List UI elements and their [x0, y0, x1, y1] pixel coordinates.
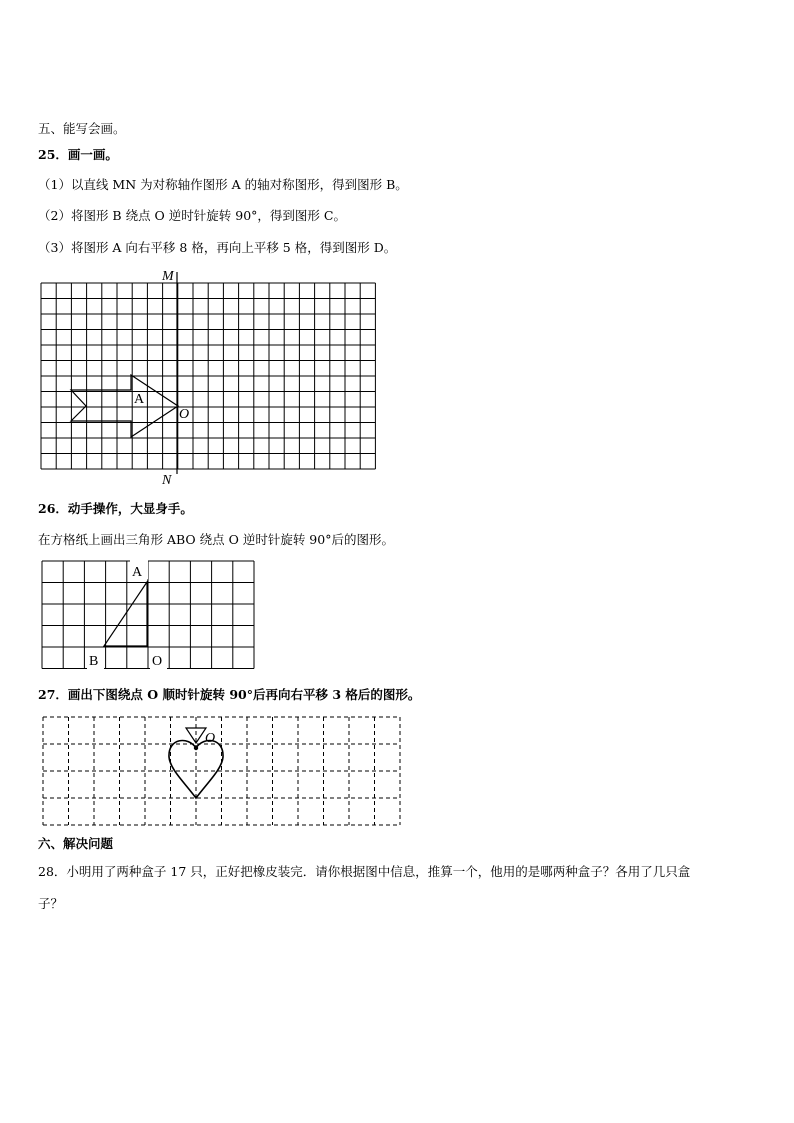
- label-b: B: [89, 654, 99, 669]
- question-26-text: 在方格纸上画出三角形 ABO 绕点 O 逆时针旋转 90°后的图形。: [38, 532, 394, 547]
- question-27-grid-figure: [40, 714, 410, 829]
- label-o: O: [179, 407, 190, 422]
- q25-grid-lines: [41, 283, 375, 469]
- label-n: N: [162, 473, 172, 488]
- q27-dashed-grid: [43, 717, 400, 825]
- label-o: O: [205, 731, 216, 746]
- label-m: M: [162, 269, 174, 284]
- question-25-item-3: （3）将图形 A 向右平移 8 格，再向上平移 5 格，得到图形 D。: [38, 240, 397, 255]
- point-o: [194, 746, 198, 750]
- question-28-line-1: 28．小明用了两种盒子 17 只，正好把橡皮装完．请你根据图中信息，推算一个，他用的是哪两种盒子？各用了几只盒: [38, 864, 691, 879]
- question-26-grid-figure: [40, 560, 260, 672]
- triangle-abo: [104, 582, 147, 646]
- label-a: A: [132, 565, 143, 580]
- section-five-heading: 五、能写会画。: [38, 121, 126, 136]
- question-25-grid-figure: [38, 266, 378, 488]
- question-25-item-1: （1）以直线 MN 为对称轴作图形 A 的轴对称图形，得到图形 B。: [38, 177, 408, 192]
- question-25-title: 25．画一画。: [38, 147, 118, 162]
- label-o: O: [152, 654, 163, 669]
- section-six-heading: 六、解决问题: [38, 836, 114, 851]
- question-28-line-2: 子？: [38, 896, 64, 911]
- label-a: A: [134, 392, 145, 407]
- question-25-item-2: （2）将图形 B 绕点 O 逆时针旋转 90°，得到图形 C。: [38, 208, 346, 223]
- question-27-title: 27．画出下图绕点 O 顺时针旋转 90°后再向右平移 3 格后的图形。: [38, 687, 421, 702]
- question-26-title: 26．动手操作，大显身手。: [38, 501, 193, 516]
